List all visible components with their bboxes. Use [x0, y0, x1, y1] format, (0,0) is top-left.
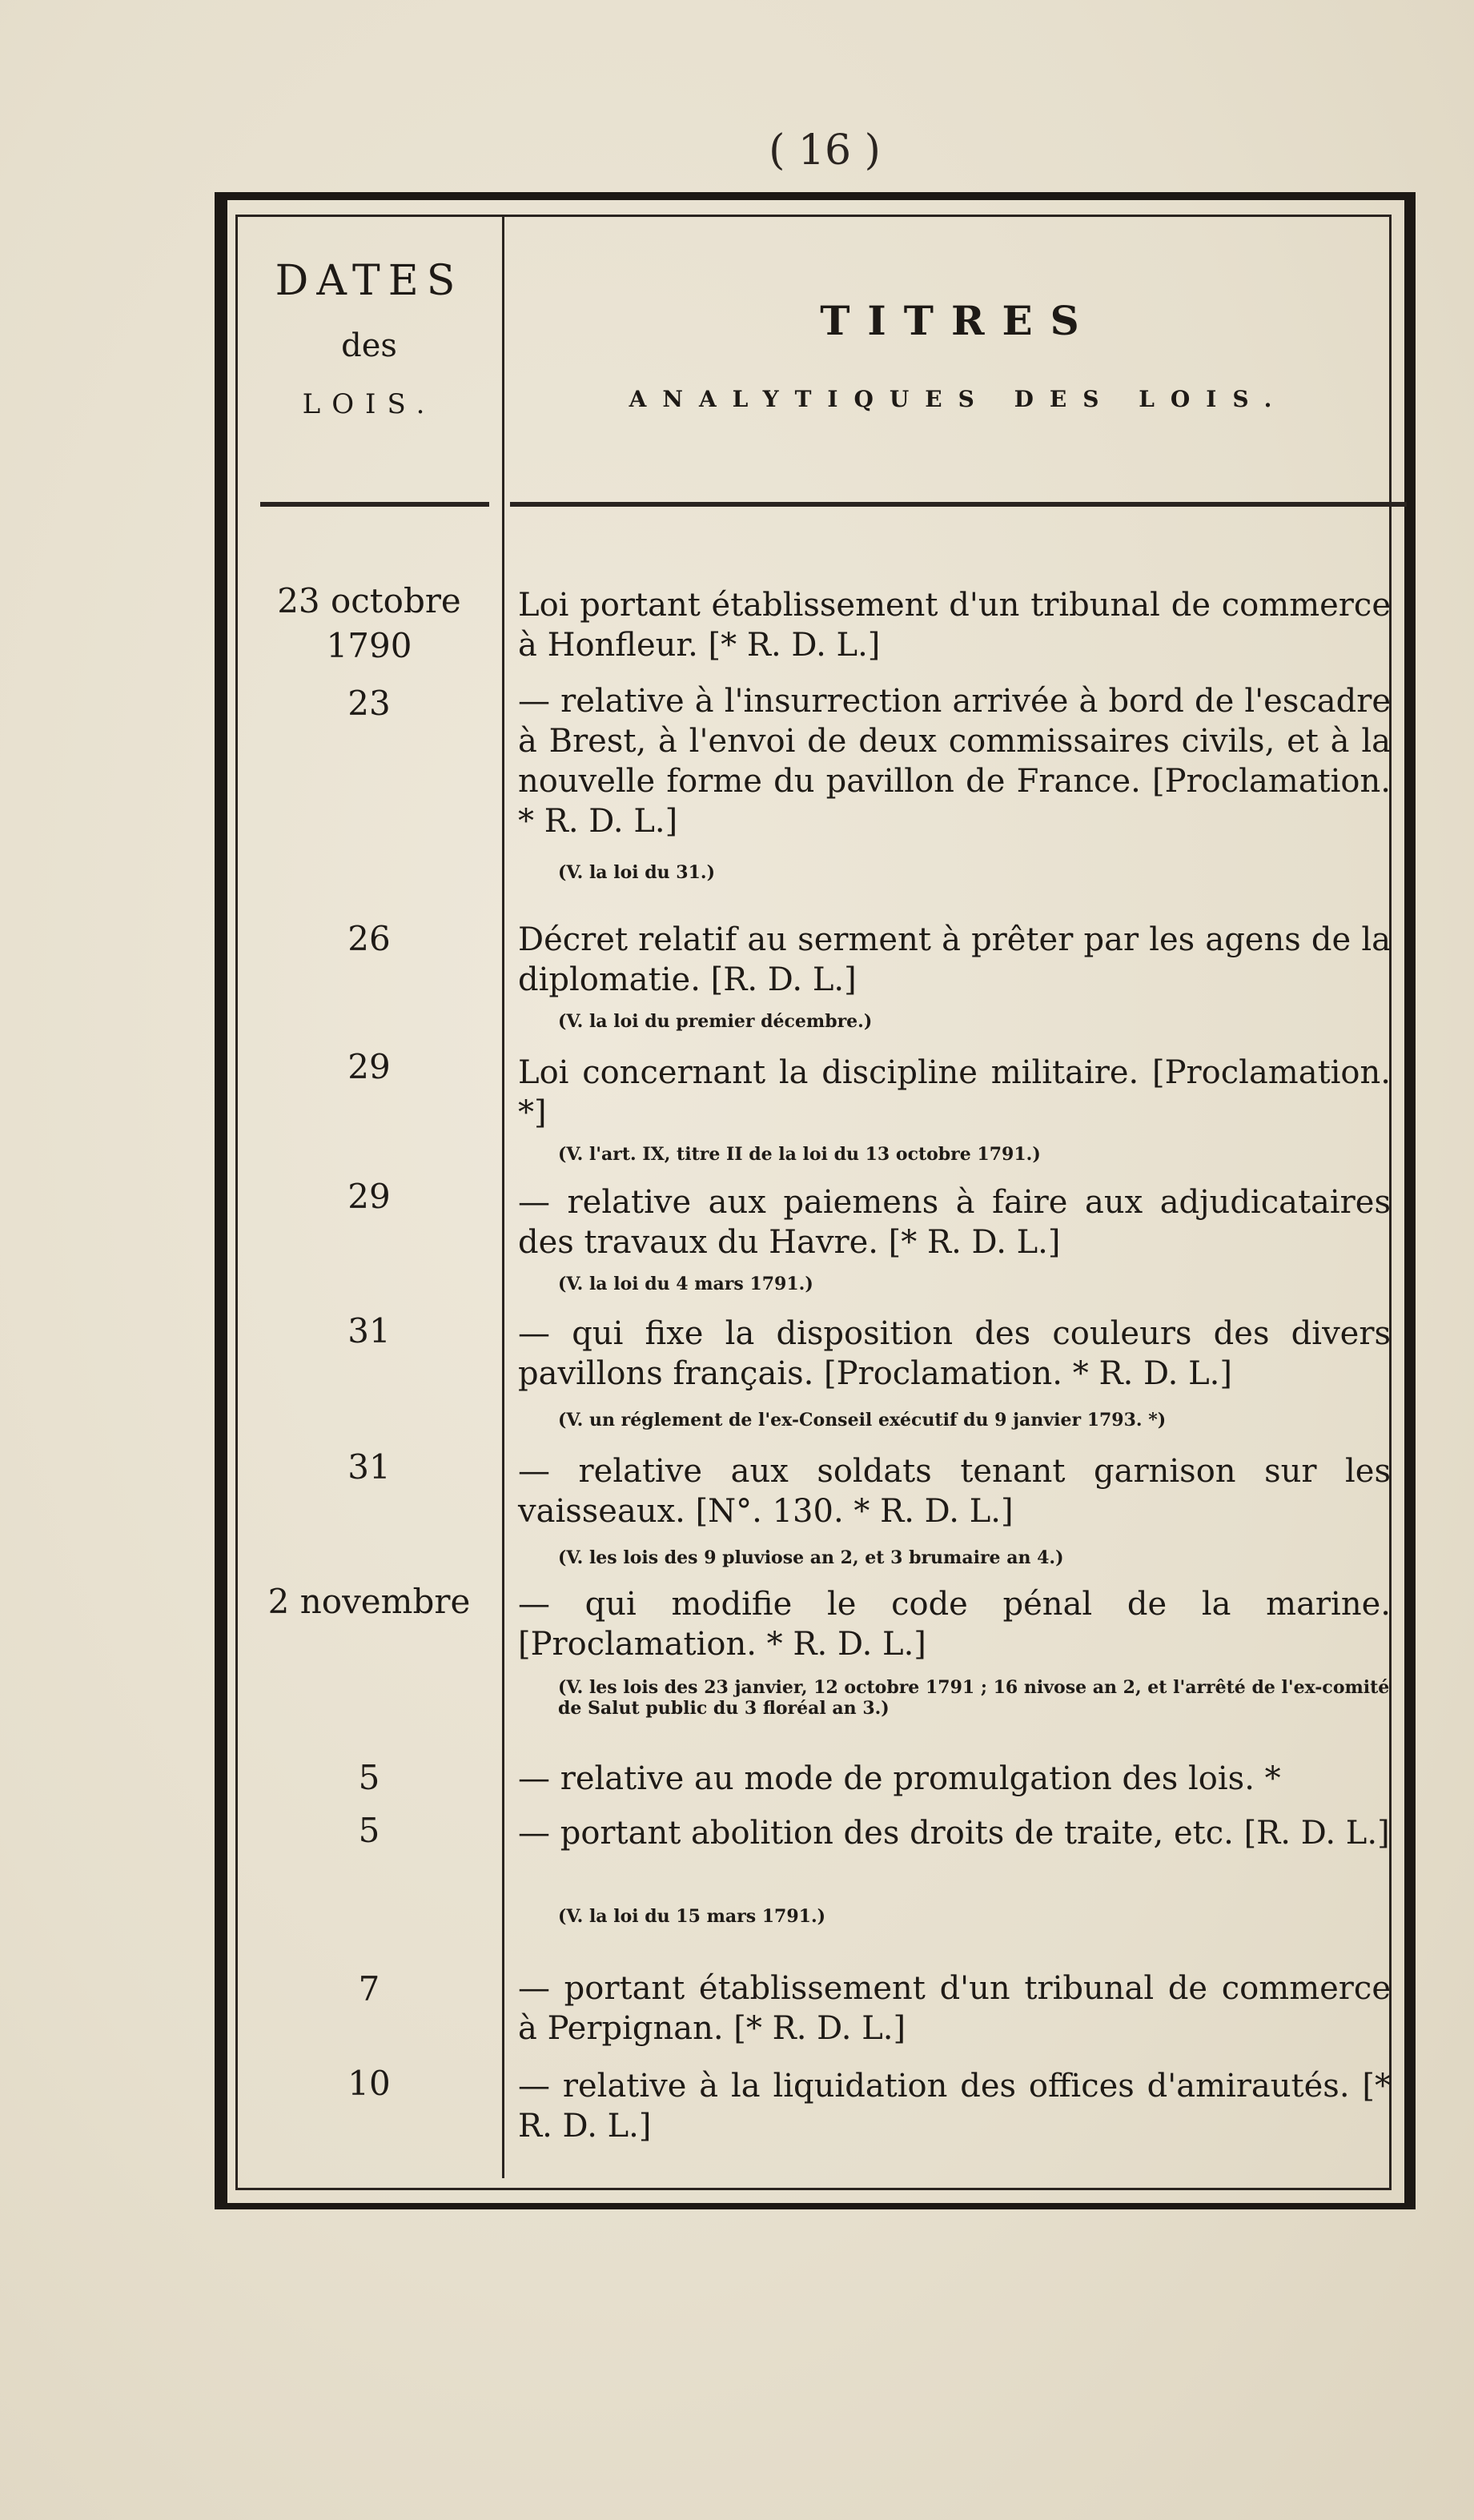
- entry-note: (V. l'art. IX, titre II de la loi du 13 octobre 1791.): [558, 1144, 1041, 1165]
- titles-header-line1: TITRES: [820, 297, 1097, 344]
- titles-header-line2: ANALYTIQUES DES LOIS.: [629, 386, 1288, 412]
- entry-date: 7: [358, 1969, 380, 2008]
- entries-list: [238, 217, 1389, 2188]
- entry-text: Loi concernant la discipline militaire. [Proclamation. *]: [518, 1054, 1391, 1131]
- entry-text: — relative au mode de promulgation des lois. *: [518, 1760, 1281, 1797]
- table-frame: [215, 192, 1416, 2209]
- page-number: ( 16 ): [769, 126, 881, 175]
- entry-date: 29: [347, 1047, 391, 1086]
- entry-text: — portant établissement d'un tribunal de commerce à Perpignan. [* R. D. L.]: [518, 1970, 1391, 2047]
- entry-date: 31: [347, 1311, 391, 1350]
- entry-note: (V. la loi du 4 mars 1791.): [558, 1274, 813, 1294]
- entry-text: — qui fixe la disposition des couleurs des divers pavillons français. [Proclamation. * R. D. L.]: [518, 1315, 1391, 1392]
- entry-note: (V. la loi du 31.): [558, 862, 715, 883]
- entry-date: 2 novembre: [267, 1582, 471, 1621]
- entry-text: — relative aux soldats tenant garnison sur les vaisseaux. [N°. 130. * R. D. L.]: [518, 1453, 1391, 1530]
- entry-date: 5: [358, 1811, 380, 1850]
- entry-note: (V. les lois des 9 pluviose an 2, et 3 brumaire an 4.): [558, 1547, 1064, 1568]
- entry-date: 26: [347, 919, 391, 958]
- dates-header-line1: DATES: [275, 257, 464, 305]
- entry-date: 31: [347, 1447, 391, 1487]
- entry-text: — relative à la liquidation des offices d'amirautés. [* R. D. L.]: [518, 2068, 1391, 2145]
- entry-date: 29: [347, 1177, 391, 1216]
- entry-text: — relative aux paiemens à faire aux adjudicataires des travaux du Havre. [* R. D. L.]: [518, 1184, 1391, 1261]
- entry-text: Loi portant établissement d'un tribunal de commerce à Honfleur. [* R. D. L.]: [518, 587, 1391, 664]
- entry-text: Décret relatif au serment à prêter par les agens de la diplomatie. [R. D. L.]: [518, 921, 1391, 998]
- entry-text: — portant abolition des droits de traite, etc. [R. D. L.]: [518, 1815, 1390, 1852]
- entry-note: (V. les lois des 23 janvier, 12 octobre 1791 ; 16 nivose an 2, et l'arrêté de l'ex-comité de Salut public du 3 floréal an 3.): [558, 1677, 1390, 1719]
- inner-border: [235, 215, 1392, 2190]
- entry-date: 23 octobre 1790: [277, 581, 461, 665]
- entry-text: — relative à l'insurrection arrivée à bord de l'escadre à Brest, à l'envoi de deux commissaires civils, et à la nouvelle forme du pavillon de France. [Proclamation. * R. D. L.]: [518, 683, 1391, 840]
- dates-header-line3: LOIS.: [302, 388, 436, 420]
- entry-date: 5: [358, 1758, 380, 1797]
- entry-text: — qui modifie le code pénal de la marine. [Proclamation. * R. D. L.]: [518, 1586, 1391, 1663]
- dates-header-line2: des: [341, 327, 397, 364]
- entry-date: 23: [347, 684, 391, 723]
- entry-date: 10: [347, 2064, 391, 2103]
- entry-note: (V. la loi du premier décembre.): [558, 1011, 873, 1032]
- entry-note: (V. la loi du 15 mars 1791.): [558, 1906, 826, 1927]
- entry-note: (V. un réglement de l'ex-Conseil exécutif du 9 janvier 1793. *): [558, 1410, 1167, 1431]
